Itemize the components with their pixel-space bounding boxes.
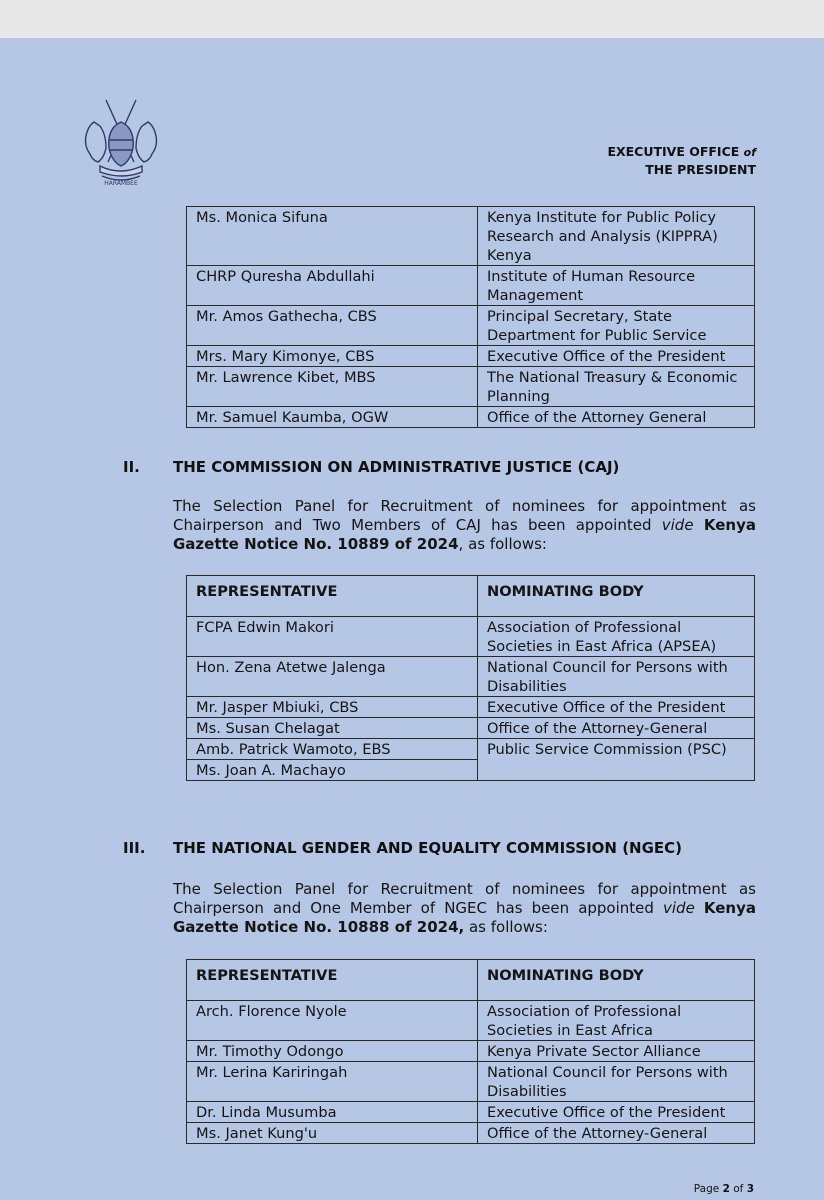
nominating-body-cell: Office of the Attorney General: [478, 407, 755, 428]
page-number: [694, 1183, 754, 1195]
paragraph-vide: vide: [661, 516, 694, 534]
table-row: [187, 718, 755, 739]
nominating-body-cell: Institute of Human Resource Management: [478, 266, 755, 306]
section-title: THE NATIONAL GENDER AND EQUALITY COMMISSION (NGEC): [173, 839, 683, 857]
representative-cell: Amb. Patrick Wamoto, EBS: [187, 739, 478, 760]
table-row: [187, 697, 755, 718]
table-row: [187, 617, 755, 657]
office-title-line2: THE PRESIDENT: [645, 162, 756, 177]
table-row: [187, 1041, 755, 1062]
representative-cell: Mr. Lawrence Kibet, MBS: [187, 367, 478, 407]
section-number: II.: [123, 458, 140, 476]
column-header-representative: REPRESENTATIVE: [187, 960, 478, 1001]
representative-cell: Ms. Janet Kung'u: [187, 1123, 478, 1144]
nominating-body-cell: The National Treasury & Economic Planning: [478, 367, 755, 407]
table-row: [187, 346, 755, 367]
nominating-body-cell: Executive Office of the President: [478, 346, 755, 367]
gazette-notice: Kenya Gazette Notice No. 10889 of 2024: [173, 516, 756, 553]
representative-cell: Dr. Linda Musumba: [187, 1102, 478, 1123]
nominating-body-cell: Association of Professional Societies in East Africa (APSEA): [478, 617, 755, 657]
section-number: III.: [123, 839, 146, 857]
panel-table-continued: [186, 206, 755, 428]
representative-cell: Mr. Lerina Kariringah: [187, 1062, 478, 1102]
paragraph-text: The Selection Panel for Recruitment of nominees for appointment as Chairperson and One Member of NGEC has been appointed: [173, 880, 756, 917]
nominating-body-cell: National Council for Persons with Disabilities: [478, 1062, 755, 1102]
ngec-panel-table: [186, 959, 755, 1144]
nominating-body-cell: Kenya Private Sector Alliance: [478, 1041, 755, 1062]
representative-cell: Mr. Amos Gathecha, CBS: [187, 306, 478, 346]
section-title: THE COMMISSION ON ADMINISTRATIVE JUSTICE (CAJ): [173, 458, 620, 476]
page-total: 3: [746, 1183, 754, 1195]
representative-cell: Mr. Samuel Kaumba, OGW: [187, 407, 478, 428]
representative-cell: Hon. Zena Atetwe Jalenga: [187, 657, 478, 697]
office-title-line1: EXECUTIVE OFFICE: [607, 144, 740, 159]
paragraph-text: The Selection Panel for Recruitment of nominees for appointment as Chairperson and Two Members of CAJ has been appointed: [173, 497, 756, 534]
office-of-word: of: [743, 146, 756, 159]
table-row: [187, 1123, 755, 1144]
nominating-body-cell: Public Service Commission (PSC): [478, 739, 755, 781]
nominating-body-cell: Executive Office of the President: [478, 1102, 755, 1123]
executive-office-header: [607, 143, 756, 178]
gazette-notice: Kenya Gazette Notice No. 10888 of 2024,: [173, 899, 756, 936]
table-row: [187, 739, 755, 760]
table-header-row: [187, 576, 755, 617]
page-label: Page: [693, 1183, 720, 1195]
table-row: [187, 1102, 755, 1123]
table-row: [187, 657, 755, 697]
nominating-body-cell: Executive Office of the President: [478, 697, 755, 718]
representative-cell: Mr. Timothy Odongo: [187, 1041, 478, 1062]
crest-motto: HARAMBEE: [104, 180, 138, 187]
representative-cell: FCPA Edwin Makori: [187, 617, 478, 657]
nominating-body-cell: Office of the Attorney-General: [478, 1123, 755, 1144]
representative-cell: Ms. Monica Sifuna: [187, 207, 478, 266]
table-row: [187, 1001, 755, 1041]
page-of: of: [733, 1183, 744, 1195]
caj-panel-table: [186, 575, 755, 781]
table-row: [187, 266, 755, 306]
column-header-nominating-body: NOMINATING BODY: [478, 960, 755, 1001]
section-paragraph-caj: [173, 497, 756, 554]
table-row: [187, 306, 755, 346]
section-paragraph-ngec: [173, 880, 756, 937]
table-header-row: [187, 960, 755, 1001]
representative-cell: Mrs. Mary Kimonye, CBS: [187, 346, 478, 367]
column-header-representative: REPRESENTATIVE: [187, 576, 478, 617]
representative-cell: Ms. Susan Chelagat: [187, 718, 478, 739]
nominating-body-cell: Office of the Attorney-General: [478, 718, 755, 739]
kenya-coat-of-arms-icon: [76, 92, 166, 188]
nominating-body-cell: Kenya Institute for Public Policy Research and Analysis (KIPPRA) Kenya: [478, 207, 755, 266]
table-row: [187, 207, 755, 266]
page-current: 2: [722, 1183, 730, 1195]
representative-cell: CHRP Quresha Abdullahi: [187, 266, 478, 306]
table-row: [187, 1062, 755, 1102]
table-row: [187, 367, 755, 407]
representative-cell: Ms. Joan A. Machayo: [187, 760, 478, 781]
paragraph-end: as follows:: [464, 918, 548, 936]
paragraph-vide: vide: [663, 899, 695, 917]
nominating-body-cell: Principal Secretary, State Department for Public Service: [478, 306, 755, 346]
representative-cell: Mr. Jasper Mbiuki, CBS: [187, 697, 478, 718]
nominating-body-cell: Association of Professional Societies in East Africa: [478, 1001, 755, 1041]
paragraph-end: , as follows:: [458, 535, 547, 553]
representative-cell: Arch. Florence Nyole: [187, 1001, 478, 1041]
column-header-nominating-body: NOMINATING BODY: [478, 576, 755, 617]
nominating-body-cell: National Council for Persons with Disabilities: [478, 657, 755, 697]
table-row: [187, 407, 755, 428]
